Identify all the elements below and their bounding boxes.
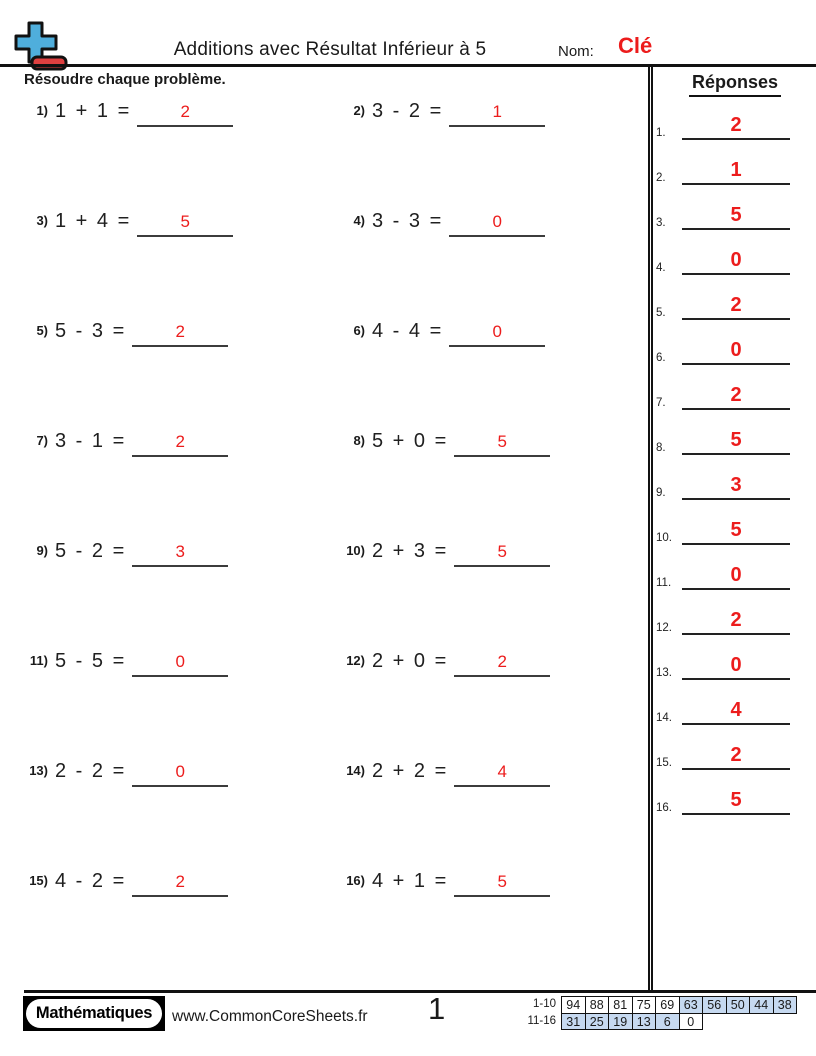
answer-value: 0 xyxy=(730,654,742,676)
grading-cell: 38 xyxy=(773,996,798,1014)
problem-expression: 4 + 1 = xyxy=(372,870,447,892)
answer-value: 5 xyxy=(730,204,742,226)
problem-answer-blank xyxy=(454,432,550,457)
grading-cell: 19 xyxy=(608,1013,633,1031)
problem-row xyxy=(327,540,550,574)
problem-number: 11) xyxy=(29,653,48,668)
answer-number: 11. xyxy=(656,577,672,589)
problem-row xyxy=(327,650,550,684)
answer-row xyxy=(656,426,790,455)
problem-answer: 2 xyxy=(175,432,185,451)
answer-number: 10. xyxy=(656,532,672,544)
problem-answer-blank xyxy=(454,542,550,567)
answer-number: 7. xyxy=(656,397,666,409)
problem-expression: 4 - 4 = xyxy=(372,320,442,342)
problem-number: 6) xyxy=(353,323,365,338)
answer-number: 9. xyxy=(656,487,666,499)
problem-number: 5) xyxy=(36,323,48,338)
answer-number: 2. xyxy=(656,172,666,184)
problem-answer: 2 xyxy=(497,652,508,671)
problem-number: 16) xyxy=(346,873,365,888)
problem-answer: 2 xyxy=(175,872,185,891)
problem-row xyxy=(10,100,233,134)
answer-number: 15. xyxy=(656,757,672,769)
answer-number: 14. xyxy=(656,712,672,724)
problem-answer: 5 xyxy=(180,212,191,231)
answer-row xyxy=(656,561,790,590)
problem-answer: 0 xyxy=(175,652,185,671)
name-value: Clé xyxy=(618,33,653,58)
answers-header-label: Réponses xyxy=(689,72,781,97)
grading-cell: 13 xyxy=(632,1013,657,1031)
answer-value: 4 xyxy=(730,699,742,721)
answer-value: 5 xyxy=(730,429,742,451)
problem-number: 13) xyxy=(29,763,48,778)
problem-answer-blank xyxy=(132,542,228,567)
answer-value: 5 xyxy=(730,519,742,541)
subject-badge-pill xyxy=(26,999,162,1028)
problem-answer-blank xyxy=(449,102,545,127)
grading-cell: 31 xyxy=(561,1013,586,1031)
answer-blank xyxy=(682,429,790,455)
problem-row xyxy=(10,650,228,684)
problem-expression: 3 - 2 = xyxy=(372,100,442,122)
answer-value: 2 xyxy=(730,609,742,631)
answer-row xyxy=(656,291,790,320)
problem-row xyxy=(327,760,550,794)
worksheet-title: Additions avec Résultat Inférieur à 5 xyxy=(173,39,487,60)
answer-row xyxy=(656,246,790,275)
subject-badge xyxy=(23,996,165,1031)
grading-row xyxy=(505,1013,797,1031)
problem-expression: 5 - 2 = xyxy=(55,540,125,562)
problem-row xyxy=(10,870,228,904)
grading-cell: 94 xyxy=(561,996,586,1014)
answer-row xyxy=(656,741,790,770)
answer-blank xyxy=(682,699,790,725)
answer-value: 0 xyxy=(730,564,742,586)
problem-answer-blank xyxy=(454,652,550,677)
answer-blank xyxy=(682,789,790,815)
problem-answer: 5 xyxy=(497,872,508,891)
problem-expression: 3 - 1 = xyxy=(55,430,125,452)
subject-badge-label: Mathématiques xyxy=(35,1004,153,1022)
problem-number: 9) xyxy=(36,543,48,558)
answer-number: 13. xyxy=(656,667,672,679)
problem-number: 4) xyxy=(353,213,365,228)
grading-cell: 81 xyxy=(608,996,633,1014)
problem-answer-blank xyxy=(132,432,228,457)
grading-cell: 25 xyxy=(585,1013,610,1031)
answer-number: 4. xyxy=(656,262,666,274)
problem-row xyxy=(327,320,545,354)
problem-expression: 1 + 4 = xyxy=(55,210,130,232)
answer-value: 2 xyxy=(730,384,742,406)
problem-row xyxy=(327,210,545,244)
problem-expression: 5 - 3 = xyxy=(55,320,125,342)
answer-number: 1. xyxy=(656,127,666,139)
answer-row xyxy=(656,471,790,500)
answer-row xyxy=(656,696,790,725)
answer-number: 8. xyxy=(656,442,666,454)
problem-row xyxy=(10,760,228,794)
answer-number: 5. xyxy=(656,307,666,319)
problem-answer-blank xyxy=(449,212,545,237)
grading-cell: 69 xyxy=(655,996,680,1014)
problem-row xyxy=(327,100,545,134)
answer-number: 6. xyxy=(656,352,666,364)
answer-value: 0 xyxy=(730,249,742,271)
grading-row xyxy=(505,996,797,1014)
problem-expression: 5 + 0 = xyxy=(372,430,447,452)
problem-number: 12) xyxy=(346,653,365,668)
answer-row xyxy=(656,111,790,140)
answer-value: 2 xyxy=(730,294,742,316)
problem-answer-blank xyxy=(132,872,228,897)
answer-blank xyxy=(682,204,790,230)
grading-cell: 6 xyxy=(655,1013,680,1031)
problem-answer: 0 xyxy=(492,212,502,231)
answer-number: 12. xyxy=(656,622,672,634)
answers-header xyxy=(655,72,815,97)
answer-blank xyxy=(682,294,790,320)
answer-row xyxy=(656,606,790,635)
problem-number: 2) xyxy=(353,103,365,118)
answer-blank xyxy=(682,339,790,365)
problem-number: 8) xyxy=(353,433,365,448)
problem-expression: 2 - 2 = xyxy=(55,760,125,782)
answer-blank xyxy=(682,159,790,185)
problem-row xyxy=(327,430,550,464)
answer-blank xyxy=(682,609,790,635)
answer-row xyxy=(656,156,790,185)
problem-row xyxy=(10,320,228,354)
header-divider xyxy=(0,64,816,67)
answer-blank xyxy=(682,654,790,680)
problem-number: 14) xyxy=(346,763,365,778)
problem-number: 7) xyxy=(36,433,48,448)
problem-answer: 4 xyxy=(497,762,508,781)
problem-answer-blank xyxy=(454,872,550,897)
problem-expression: 5 - 5 = xyxy=(55,650,125,672)
grading-cell: 0 xyxy=(679,1013,704,1031)
answer-row xyxy=(656,651,790,680)
problem-answer: 1 xyxy=(492,102,502,121)
grading-cell: 50 xyxy=(726,996,751,1014)
problem-answer-blank xyxy=(132,652,228,677)
answers-panel-divider xyxy=(648,67,653,991)
answer-row xyxy=(656,786,790,815)
problem-row xyxy=(327,870,550,904)
answer-blank xyxy=(682,474,790,500)
problem-row xyxy=(10,210,233,244)
grading-row-label: 11-16 xyxy=(527,1014,556,1027)
grading-row-label: 1-10 xyxy=(532,998,556,1010)
grading-cell: 44 xyxy=(749,996,774,1014)
problem-expression: 2 + 3 = xyxy=(372,540,447,562)
problem-expression: 2 + 2 = xyxy=(372,760,447,782)
problem-answer-blank xyxy=(137,212,233,237)
problem-row xyxy=(10,430,228,464)
footer-divider xyxy=(24,990,816,993)
answer-row xyxy=(656,336,790,365)
grading-cell: 75 xyxy=(632,996,657,1014)
answer-row xyxy=(656,381,790,410)
answer-blank xyxy=(682,744,790,770)
answer-value: 0 xyxy=(730,339,742,361)
grading-table xyxy=(505,996,797,1030)
problem-answer-blank xyxy=(132,322,228,347)
problem-answer-blank xyxy=(449,322,545,347)
answer-blank xyxy=(682,564,790,590)
grading-cell: 63 xyxy=(679,996,704,1014)
problem-expression: 3 - 3 = xyxy=(372,210,442,232)
problem-answer: 2 xyxy=(180,102,191,121)
answer-blank xyxy=(682,114,790,140)
problem-answer: 3 xyxy=(175,542,185,561)
problem-answer: 5 xyxy=(497,542,508,561)
problem-answer-blank xyxy=(454,762,550,787)
grading-cell: 56 xyxy=(702,996,727,1014)
name-label: Nom: xyxy=(558,43,594,60)
answer-value: 2 xyxy=(730,114,742,136)
answer-value: 5 xyxy=(730,789,742,811)
grading-cell: 88 xyxy=(585,996,610,1014)
answer-row xyxy=(656,201,790,230)
problem-answer-blank xyxy=(132,762,228,787)
answer-blank xyxy=(682,384,790,410)
answer-blank xyxy=(682,249,790,275)
problem-number: 10) xyxy=(346,543,365,558)
problem-answer: 0 xyxy=(175,762,185,781)
page-number: 1 xyxy=(428,991,446,1026)
problem-number: 1) xyxy=(36,103,48,118)
answer-value: 1 xyxy=(730,159,742,181)
problem-number: 15) xyxy=(29,873,48,888)
answer-row xyxy=(656,516,790,545)
answer-value: 2 xyxy=(730,744,742,766)
problem-row xyxy=(10,540,228,574)
answer-blank xyxy=(682,519,790,545)
answer-number: 3. xyxy=(656,217,666,229)
problem-answer: 2 xyxy=(175,322,185,341)
problem-number: 3) xyxy=(36,213,48,228)
problem-answer: 5 xyxy=(497,432,508,451)
website-text: www.CommonCoreSheets.fr xyxy=(172,1008,368,1025)
answer-value: 3 xyxy=(730,474,742,496)
instruction-text: Résoudre chaque problème. xyxy=(24,71,226,88)
problem-expression: 2 + 0 = xyxy=(372,650,447,672)
problem-expression: 1 + 1 = xyxy=(55,100,130,122)
problem-expression: 4 - 2 = xyxy=(55,870,125,892)
problem-answer-blank xyxy=(137,102,233,127)
problem-answer: 0 xyxy=(492,322,502,341)
answer-number: 16. xyxy=(656,802,672,814)
